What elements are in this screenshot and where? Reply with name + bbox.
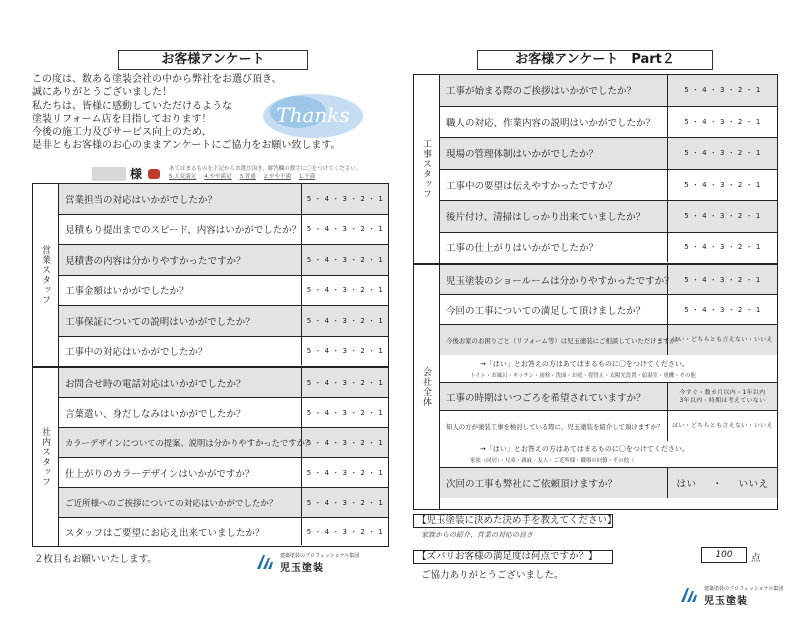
question-row (440, 325, 777, 355)
question-row (440, 265, 777, 295)
question-text: 現場の管理体制はいかがでしたか？ (446, 149, 599, 161)
followup-instruction: →「はい」とお答えの方はあてはまるものに〇をつけてください。 (480, 445, 689, 453)
question-rows (440, 75, 777, 263)
question-row (440, 383, 777, 411)
intro-line: 是非ともお客様のお心のままアンケートにご協力をお願い致します。 (32, 140, 341, 152)
question-row (59, 398, 388, 428)
answer-scale[interactable]: 5 ・ 4 ・ 3 ・ 2 ・ 1 (667, 201, 777, 232)
yes-option[interactable]: はい (676, 479, 697, 490)
question-text: 言葉遣い、身だしなみはいかがでしたか？ (65, 408, 246, 420)
intro-line: 今後の施工力及びサービス向上のため、 (32, 127, 212, 139)
question-text: 工事の時期はいつごろを希望されていますか？ (446, 392, 646, 404)
decision-prompt: 【児玉塗装に決めた決め手を教えてください】 (413, 514, 613, 528)
score-unit: 点 (751, 553, 761, 564)
section-label: 社内スタッフ (33, 368, 59, 546)
question-row (59, 488, 388, 518)
answer-scale[interactable]: 5 ・ 4 ・ 3 ・ 2 ・ 1 (667, 170, 777, 201)
question-text: 仕上がりのカラーデザインはいかがですか？ (65, 468, 255, 480)
question-row (59, 428, 388, 458)
page-title: お客様アンケート (118, 50, 308, 70)
yes-no-answer[interactable] (667, 468, 777, 498)
intro-line: 私たちは、皆様に感動していただけるような (32, 100, 232, 112)
question-row (440, 295, 777, 325)
legend-instruction: あてはまるものを下記からお選び頂き、解答欄の数字に〇をつけてください。 (169, 166, 362, 172)
answer-options[interactable]: 今すぐ・数カ月以内・1年以内 3年以内・時期は考えていない (667, 383, 777, 410)
score-value[interactable]: 100 (701, 547, 747, 563)
answer-options[interactable]: はい・どちらとも言えない・いいえ (667, 325, 777, 355)
answer-scale[interactable]: 5 ・ 4 ・ 3 ・ 2 ・ 1 (667, 233, 777, 263)
question-rows (59, 368, 388, 546)
logo-tagline: 建築塗装のプロフェッショナル集団 (280, 553, 360, 559)
answer-scale[interactable]: 5 ・ 4 ・ 3 ・ 2 ・ 1 (301, 215, 388, 245)
logo-name: 児玉塗装 (704, 596, 748, 607)
scale-3: 3.普通 (239, 174, 256, 180)
question-row (59, 276, 388, 307)
section-company-wide (413, 264, 778, 510)
page-title: お客様アンケート Part２ (477, 50, 713, 70)
question-text: 職人の対応、作業内容の説明はいかがでしたか？ (446, 117, 656, 129)
customer-name-redacted (92, 167, 126, 181)
question-text: お問合せ時の電話対応はいかがでしたか？ (65, 378, 246, 390)
logo-mark-icon (680, 587, 698, 603)
followup-row (440, 441, 777, 468)
question-text: 工事中の要望は伝えやすかったですか？ (446, 180, 618, 192)
survey-page-1 (18, 0, 394, 622)
answer-options[interactable]: はい・どちらとも言えない・いいえ (667, 411, 777, 441)
answer-scale[interactable]: 5 ・ 4 ・ 3 ・ 2 ・ 1 (667, 75, 777, 106)
no-option[interactable]: いいえ (738, 479, 769, 490)
followup-options[interactable]: トイレ・お風呂・キッチン・雨栓・洗面・お庭・畳替え・太陽光設置・給湯室・電機・その他 (470, 373, 696, 379)
logo-name: 児玉塗装 (280, 563, 324, 574)
question-row (440, 107, 777, 139)
question-row (440, 411, 777, 441)
question-text: 見積書の内容は分かりやすかったですか？ (65, 255, 246, 267)
answer-scale[interactable]: 5 ・ 4 ・ 3 ・ 2 ・ 1 (667, 138, 777, 169)
question-row (59, 458, 388, 488)
question-row (440, 468, 777, 498)
scale-1: 1.不満 (299, 174, 316, 180)
question-row (440, 75, 777, 107)
intro-line: この度は、数ある塗装会社の中から弊社をお選び頂き、 (32, 74, 282, 85)
question-text: 見積もり提出までのスピード、内容はいかがでしたか？ (65, 225, 302, 237)
intro-line: 塗装リフォーム店を目指しております！ (32, 113, 212, 125)
question-row (59, 337, 388, 366)
answer-scale[interactable]: 5 ・ 4 ・ 3 ・ 2 ・ 1 (301, 488, 388, 517)
question-text: カラーデザインについての提案、説明は分かりやすかったですか？ (65, 437, 314, 448)
scale-2: 2.やや不満 (263, 174, 291, 180)
seal-stamp-icon (148, 169, 160, 179)
question-text: 児玉塗装のショールームは分かりやすかったですか？ (446, 275, 674, 287)
answer-scale[interactable]: 5 ・ 4 ・ 3 ・ 2 ・ 1 (301, 398, 388, 427)
decision-answer[interactable]: 家族からの紹介、営業の対応の良さ (421, 531, 533, 539)
question-row (59, 184, 388, 215)
answer-scale[interactable]: 5 ・ 4 ・ 3 ・ 2 ・ 1 (301, 245, 388, 275)
customer-name-row (32, 165, 394, 185)
scale-4: 4.やや満足 (204, 174, 232, 180)
question-row (59, 245, 388, 276)
question-text: スタッフはご要望にお応え出来ていましたか？ (65, 527, 265, 539)
followup-row (440, 355, 777, 383)
question-row (59, 306, 388, 337)
answer-scale[interactable]: 5 ・ 4 ・ 3 ・ 2 ・ 1 (301, 306, 388, 336)
question-text: 後片付け、清掃はしっかり出来ていましたか？ (446, 212, 646, 224)
question-text: 工事中の対応はいかがでしたか？ (65, 346, 208, 358)
followup-instruction: →「はい」とお答えの方はあてはまるものに〇をつけてください。 (480, 360, 689, 368)
answer-scale[interactable]: 5 ・ 4 ・ 3 ・ 2 ・ 1 (301, 518, 388, 545)
section-sales-staff (32, 183, 389, 367)
scale-5: 5.大変満足 (169, 174, 197, 180)
question-row (440, 233, 777, 263)
company-logo (704, 585, 783, 607)
question-text: 営業担当の対応はいかがでしたか？ (65, 194, 218, 206)
question-text: 工事保証についての説明はいかがでしたか？ (65, 316, 255, 328)
question-row (59, 518, 388, 545)
thanks-text: Thanks (276, 103, 350, 127)
question-row (59, 215, 388, 246)
question-row (59, 368, 388, 398)
thanks-watercolor-image (260, 90, 366, 140)
question-row (440, 138, 777, 170)
score-prompt: 【ズバリお客様の満足度は何点ですか？】 (413, 550, 613, 564)
question-text: 今回の工事についての満足して頂けましたか？ (446, 305, 646, 317)
logo-mark-icon (256, 554, 274, 570)
answer-legend (169, 165, 361, 181)
name-suffix: 様 (130, 167, 143, 181)
section-construction-staff (413, 74, 778, 264)
followup-options[interactable]: 家族（同居）・兄弟・親戚・友人・ご近所様・職場の同僚・その他（ (470, 458, 635, 464)
answer-scale[interactable]: 5 ・ 4 ・ 3 ・ 2 ・ 1 (301, 458, 388, 487)
answer-scale[interactable]: 5 ・ 4 ・ 3 ・ 2 ・ 1 (301, 337, 388, 366)
question-text: 今後お家のお困りごと（リフォーム等）は児玉塗装にご相談していただけますか？ (446, 336, 683, 345)
question-text: 工事金額はいかがでしたか？ (65, 286, 189, 298)
question-row (440, 170, 777, 202)
answer-scale[interactable]: 5 ・ 4 ・ 3 ・ 2 ・ 1 (301, 368, 388, 397)
question-row (440, 201, 777, 233)
intro-line: 誠にありがとうございました！ (32, 87, 172, 99)
answer-scale[interactable]: 5 ・ 4 ・ 3 ・ 2 ・ 1 (301, 428, 388, 457)
legend-scale (169, 173, 361, 181)
option-separator: ・ (712, 479, 723, 490)
question-text: 工事が始まる際のご挨拶はいかがでしたか？ (446, 86, 637, 98)
question-text: 知人の方が塗装工事を検討している際に、児玉塗装を紹介して頂けますか？ (446, 422, 664, 431)
section-office-staff (32, 367, 389, 547)
question-text: ご近所様へのご挨拶についての対応はいかがでしたか？ (65, 498, 278, 509)
section-label: 営業スタッフ (33, 184, 59, 366)
question-text: 工事の仕上がりはいかがでしたか？ (446, 243, 599, 255)
section-label: 会社全体 (414, 265, 440, 509)
question-rows (440, 265, 777, 509)
question-rows (59, 184, 388, 366)
section-label: 工事スタッフ (414, 75, 440, 263)
thanks-note: ご協力ありがとうございました。 (421, 570, 564, 581)
answer-scale[interactable]: 5 ・ 4 ・ 3 ・ 2 ・ 1 (301, 184, 388, 214)
answer-scale[interactable]: 5 ・ 4 ・ 3 ・ 2 ・ 1 (667, 295, 777, 324)
answer-scale[interactable]: 5 ・ 4 ・ 3 ・ 2 ・ 1 (301, 276, 388, 306)
question-text: 次回の工事も弊社にご依頼頂けますか？ (446, 479, 618, 490)
answer-scale[interactable]: 5 ・ 4 ・ 3 ・ 2 ・ 1 (667, 265, 777, 294)
company-logo (280, 552, 359, 574)
footer-note: ２枚目もお願いいたします。 (34, 554, 157, 565)
answer-scale[interactable]: 5 ・ 4 ・ 3 ・ 2 ・ 1 (667, 107, 777, 138)
survey-page-2 (407, 0, 783, 622)
logo-tagline: 建築塗装のプロフェッショナル集団 (704, 586, 784, 592)
